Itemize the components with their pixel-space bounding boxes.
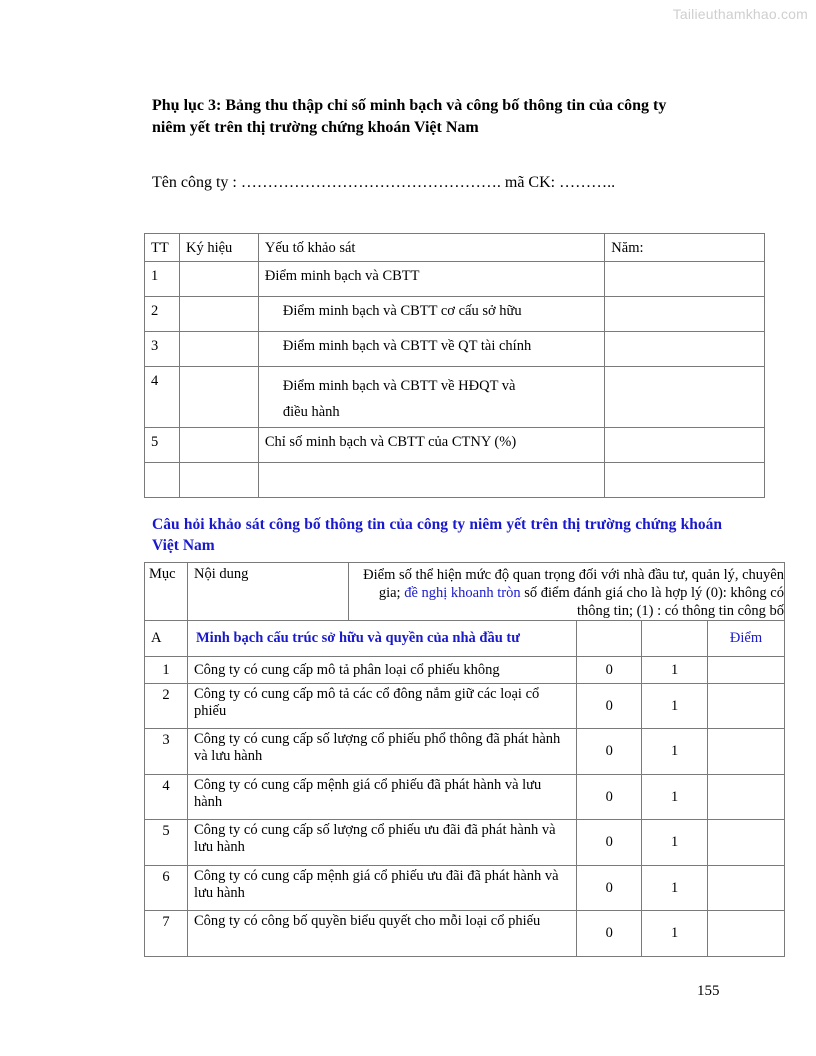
- index-table-header: [145, 234, 765, 262]
- row-question: Công ty có cung cấp mệnh giá cổ phiếu ưu đãi đã phát hành và lưu hành: [187, 866, 576, 911]
- company-name-line: Tên công ty : …………………………………………. mã CK: ………..: [152, 174, 616, 191]
- table-row: [145, 297, 765, 332]
- cell-year[interactable]: [605, 332, 765, 367]
- table-row: [145, 367, 765, 428]
- cell-symbol[interactable]: [179, 297, 258, 332]
- page-number: 155: [697, 983, 720, 999]
- option-1[interactable]: 1: [642, 684, 708, 729]
- row-question: Công ty có công bố quyền biểu quyết cho mỗi loại cổ phiếu: [187, 911, 576, 957]
- row-number: 1: [145, 657, 188, 684]
- table-row: [145, 684, 785, 729]
- option-1[interactable]: 1: [642, 657, 708, 684]
- score-label: Điểm: [708, 621, 785, 657]
- header-tt: TT: [145, 234, 180, 262]
- survey-table-header: [145, 563, 785, 621]
- score-cell[interactable]: [708, 866, 785, 911]
- score-cell[interactable]: [708, 775, 785, 820]
- option-1[interactable]: 1: [642, 866, 708, 911]
- score-cell[interactable]: [708, 729, 785, 775]
- header-desc-highlight: đề nghị khoanh tròn: [404, 585, 521, 601]
- option-1[interactable]: 1: [642, 729, 708, 775]
- cell-tt: 5: [145, 428, 180, 463]
- table-row: [145, 775, 785, 820]
- row-number: 4: [145, 775, 188, 820]
- row-number: 3: [145, 729, 188, 775]
- index-table: [144, 233, 765, 498]
- cell-year[interactable]: [605, 428, 765, 463]
- table-row: [145, 332, 765, 367]
- survey-section-title: Câu hỏi khảo sát công bố thông tin của công ty niêm yết trên thị trường chứng khoán Việt Nam: [152, 516, 722, 554]
- cell-factor: Chỉ số minh bạch và CBTT của CTNY (%): [258, 428, 604, 463]
- option-1[interactable]: 1: [642, 775, 708, 820]
- table-row: [145, 262, 765, 297]
- header-desc-part1: Điểm số thể hiện mức độ quan trọng đối với nhà đầu tư, quản lý, chuyên gia;: [363, 567, 784, 601]
- table-row: [145, 463, 765, 498]
- header-factor: Yếu tố khảo sát: [258, 234, 604, 262]
- cell-year[interactable]: [605, 463, 765, 498]
- option-1[interactable]: 1: [642, 820, 708, 866]
- appendix-title: [152, 95, 752, 139]
- row-question: Công ty có cung cấp mô tả các cổ đông nắm giữ các loại cổ phiếu: [187, 684, 576, 729]
- cell-tt: 3: [145, 332, 180, 367]
- cell-factor: [258, 463, 604, 498]
- cell-tt: 2: [145, 297, 180, 332]
- table-row: [145, 820, 785, 866]
- option-0[interactable]: 0: [577, 820, 642, 866]
- row-number: 5: [145, 820, 188, 866]
- option-1[interactable]: 1: [642, 911, 708, 957]
- row-number: 2: [145, 684, 188, 729]
- survey-table: [144, 562, 785, 957]
- option-0[interactable]: 0: [577, 684, 642, 729]
- option-0[interactable]: 0: [577, 911, 642, 957]
- section-code: A: [145, 621, 188, 657]
- appendix-title-line1: Phụ lục 3: Bảng thu thập chỉ số minh bạch và công bố thông tin của công ty: [152, 97, 667, 114]
- table-row: [145, 729, 785, 775]
- cell-factor: Điểm minh bạch và CBTT: [258, 262, 604, 297]
- header-description: [348, 563, 784, 621]
- header-content: Nội dung: [187, 563, 348, 621]
- cell-tt: 1: [145, 262, 180, 297]
- row-question: Công ty có cung cấp mô tả phân loại cổ phiếu không: [187, 657, 576, 684]
- option-0[interactable]: 0: [577, 775, 642, 820]
- appendix-title-line2: niêm yết trên thị trường chứng khoán Việt Nam: [152, 119, 479, 136]
- cell-year[interactable]: [605, 367, 765, 428]
- score-cell[interactable]: [708, 684, 785, 729]
- row-number: 7: [145, 911, 188, 957]
- table-row: [145, 428, 765, 463]
- cell-symbol[interactable]: [179, 428, 258, 463]
- header-muc: Mục: [145, 563, 188, 621]
- section-blank-1: [642, 621, 708, 657]
- cell-year[interactable]: [605, 297, 765, 332]
- row-question: Công ty có cung cấp số lượng cổ phiếu phổ thông đã phát hành và lưu hành: [187, 729, 576, 775]
- cell-factor: Điểm minh bạch và CBTT cơ cấu sở hữu: [258, 297, 604, 332]
- header-symbol: Ký hiệu: [179, 234, 258, 262]
- option-0[interactable]: 0: [577, 729, 642, 775]
- header-year: Năm:: [605, 234, 765, 262]
- cell-factor: Điểm minh bạch và CBTT về QT tài chính: [258, 332, 604, 367]
- table-row: [145, 911, 785, 957]
- score-cell[interactable]: [708, 820, 785, 866]
- option-0[interactable]: 0: [577, 657, 642, 684]
- section-blank-0: [577, 621, 642, 657]
- cell-symbol[interactable]: [179, 463, 258, 498]
- header-desc-part2: số điểm đánh giá cho là hợp lý (0): không có thông tin; (1) : có thông tin công bố: [520, 585, 784, 619]
- cell-year[interactable]: [605, 262, 765, 297]
- section-heading: Minh bạch cấu trúc sở hữu và quyền của nhà đầu tư: [187, 621, 576, 657]
- cell-symbol[interactable]: [179, 262, 258, 297]
- option-0[interactable]: 0: [577, 866, 642, 911]
- score-cell[interactable]: [708, 911, 785, 957]
- row-number: 6: [145, 866, 188, 911]
- cell-symbol[interactable]: [179, 367, 258, 428]
- row-question: Công ty có cung cấp mệnh giá cổ phiếu đã phát hành và lưu hành: [187, 775, 576, 820]
- cell-tt: [145, 463, 180, 498]
- cell-tt: 4: [145, 367, 180, 428]
- cell-factor: Điểm minh bạch và CBTT về HĐQT và điều hành: [258, 367, 604, 428]
- score-cell[interactable]: [708, 657, 785, 684]
- section-row-a: [145, 621, 785, 657]
- table-row: [145, 866, 785, 911]
- watermark: Tailieuthamkhao.com: [672, 6, 808, 22]
- table-row: [145, 657, 785, 684]
- cell-symbol[interactable]: [179, 332, 258, 367]
- row-question: Công ty có cung cấp số lượng cổ phiếu ưu đãi đã phát hành và lưu hành: [187, 820, 576, 866]
